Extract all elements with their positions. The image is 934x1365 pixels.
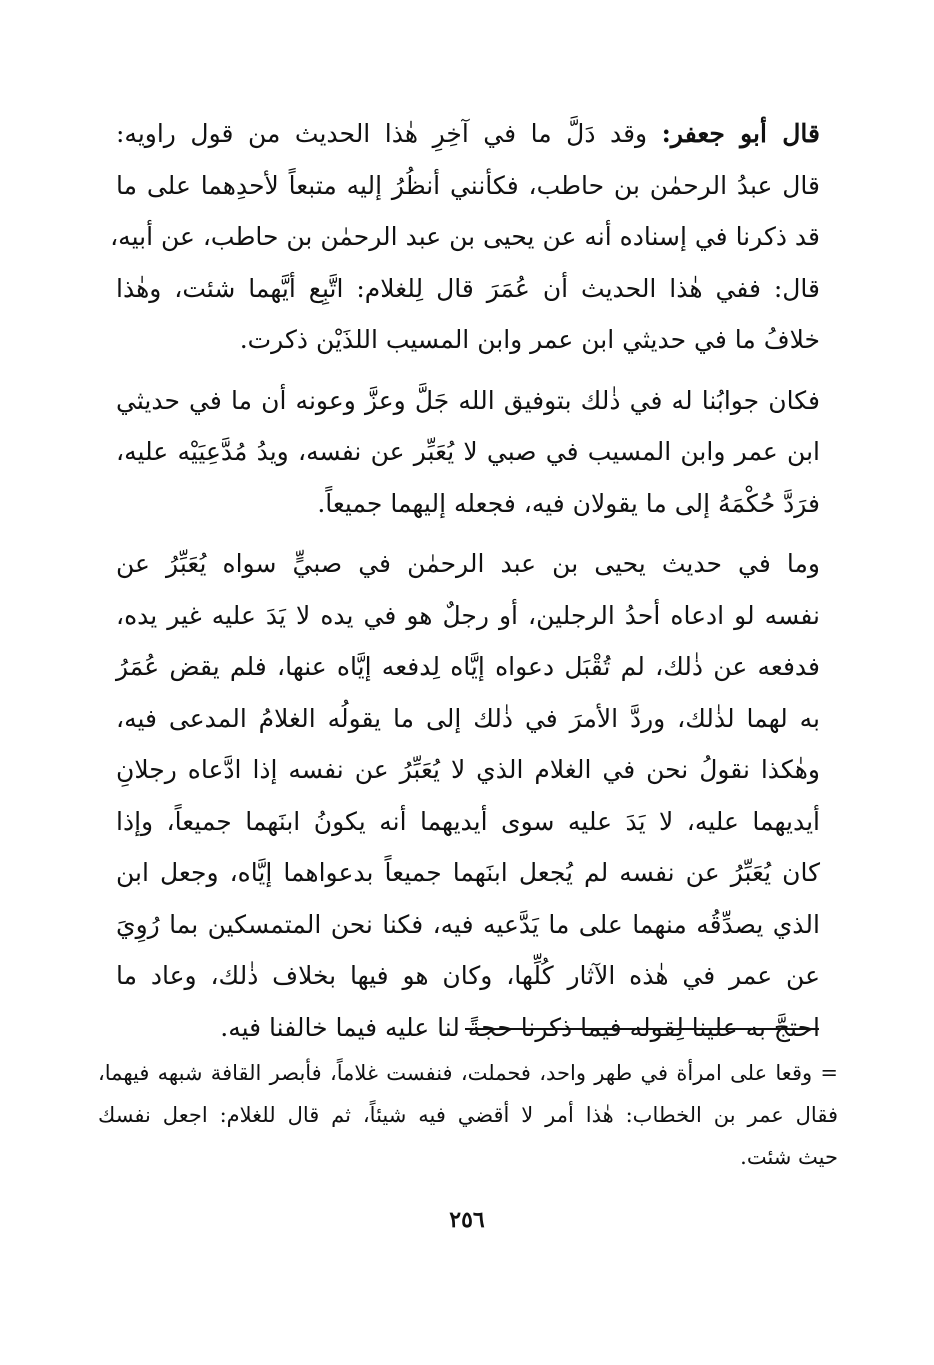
- paragraph-3: [116, 538, 820, 1053]
- text-line: أيديهما عليه، لا يَدَ عليه سوى أيديهما أنه يكونُ ابنَهما جميعاً، وإذا: [116, 806, 820, 836]
- text-line: قال عبدُ الرحمٰن بن حاطب، فكأنني أنظُرُ إليه متبعاً لأحدِهما على ما: [116, 170, 820, 200]
- text-line: وما في حديث يحيى بن عبد الرحمٰن في صبيٍّ سواه يُعَبِّرُ عن: [116, 549, 820, 578]
- main-text: [110, 108, 820, 1053]
- text-line: [116, 108, 820, 160]
- text-line: نفسه لو ادعاه أحدُ الرجلين، أو رجلٌ هو في يده لا يَدَ عليه غير يده،: [116, 600, 820, 630]
- text-line: قال: ففي هٰذا الحديث أن عُمَرَ قال لِلغلام: اتَّبِع أيَّهما شئت، وهٰذا: [116, 273, 820, 303]
- text-line: فدفعه عن ذٰلك، لم تُقْبَل دعواه إيَّاه لِدفعه إيَّاه عنها، فلم يقض عُمَرُ: [116, 652, 820, 681]
- text-line: كان يُعَبِّرُ عن نفسه لم يُجعل ابنَهما جميعاً بدعواهما إيَّاه، وجعل ابن: [116, 858, 820, 887]
- text-line: وهٰكذا نقولُ نحن في الغلام الذي لا يُعَبِّرُ عن نفسه إذا ادَّعاه رجلانِ: [116, 755, 820, 784]
- page-number: ٢٥٦: [449, 1207, 485, 1233]
- text-line: ابن عمر وابن المسيب في صبي لا يُعَبِّر عن نفسه، ويدُ مُدَّعِيَيْه عليه،: [116, 437, 820, 466]
- footnote-separator: [465, 1028, 819, 1030]
- text-line: قد ذكرنا في إسناده أنه عن يحيى بن عبد الرحمٰن بن حاطب، عن أبيه،: [110, 222, 820, 251]
- text-line: فكان جوابُنا له في ذٰلك بتوفيق الله جَلَّ وعزَّ وعونه أن ما في حديثي: [116, 385, 820, 415]
- text-line: به لهما لذٰلك، وردَّ الأمرَ في ذٰلك إلى ما يقولُه الغلامُ المدعى فيه،: [116, 703, 820, 733]
- paragraph-2: [116, 375, 820, 530]
- text-line: احتجَّ به علينا لِقوله فيما ذكرنا حجةً لنا عليه فيما خالفنا فيه.: [220, 1012, 820, 1042]
- paragraph-1: [110, 108, 820, 366]
- footnote: [98, 1052, 838, 1178]
- text-line: عن عمر في هٰذه الآثار كُلِّها، وكان هو فيها بخلاف ذٰلك، وعاد ما: [116, 961, 820, 990]
- text-line: فرَدَّ حُكْمَهُ إلى ما يقولان فيه، فجعله إليهما جميعاً.: [317, 488, 820, 518]
- text-line: الذي يصدِّقُه منهما على ما يَدَّعيه فيه، فكنا نحن المتمسكين بما رُوِيَ: [116, 909, 820, 939]
- text-line: خلافُ ما في حديثي ابن عمر وابن المسيب اللذَيْن ذكرت.: [239, 325, 820, 354]
- footnote-line: = وقعا على امرأة في طهر واحد، فحملت، فنفست غلاماً، فأبصر القافة شبهه فيهما،: [98, 1061, 838, 1085]
- footnote-line: حيث شئت.: [740, 1145, 838, 1169]
- paragraph-lead: قال أبو جعفر:: [661, 119, 820, 148]
- text-line-content: وقد دَلَّ ما في آخِرِ هٰذا الحديث من قول راويه:: [116, 119, 648, 148]
- footnote-line: فقال عمر بن الخطاب: هٰذا أمر لا أقضي فيه شيئاً، ثم قال للغلام: اجعل نفسك: [98, 1103, 838, 1127]
